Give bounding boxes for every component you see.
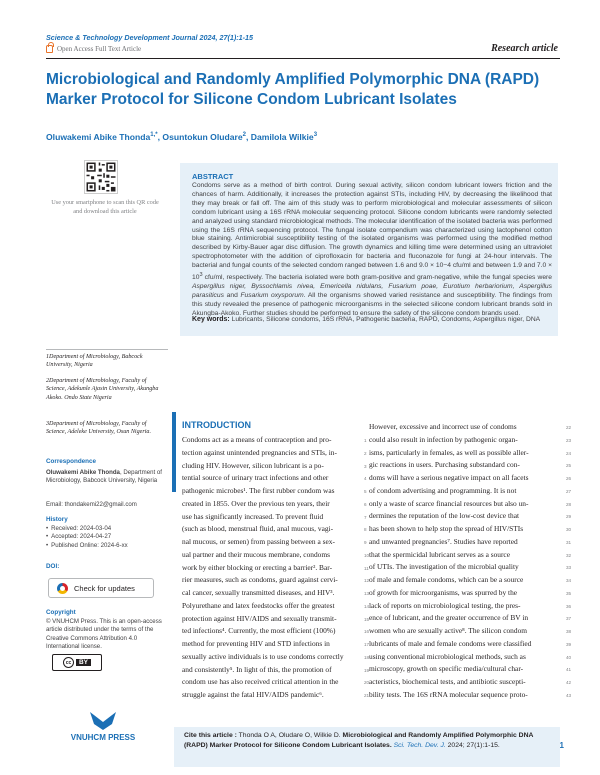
- keywords-label: Key words:: [192, 316, 230, 323]
- abstract-text-part: cfu/ml, respectively. The bacteria isolated were both gram-positive and gram-negative, while the fungal species were: [202, 274, 552, 282]
- line-number: 26: [566, 476, 572, 481]
- history-item: [46, 525, 166, 533]
- text-line: cluding HIV. However, silicon lubricant is a po-: [182, 460, 324, 470]
- text-line: cal cancer, sexually transmitted diseases, and HIV³.: [182, 588, 335, 597]
- line-number: 23: [566, 437, 572, 443]
- line-number: 7: [364, 514, 367, 520]
- affiliation: 3Department of Microbiology, Faculty of Science, Adeleke University, Osun Nigeria.: [46, 421, 151, 436]
- author-name: Oluwakemi Abike Thonda: [46, 132, 151, 142]
- line-number: 11: [364, 565, 369, 571]
- text-line: acteristics, biochemical tests, and antibiotic suscepti-: [369, 677, 526, 686]
- text-line: protection against HIV/AIDS and sexually transmit-: [182, 613, 337, 623]
- line-number: 25: [566, 463, 572, 469]
- abstract-exponent: 3: [199, 272, 203, 279]
- author-name: Osuntokun Oludare: [162, 132, 243, 142]
- text-line: of growth for microorganisms, was spurred by the: [369, 587, 518, 597]
- text-line: rier measures, such as condoms, guard against cervi-: [182, 575, 338, 585]
- text-line: isms, particularly in females, as well as possible aller-: [369, 447, 529, 457]
- line-number: 13: [364, 591, 370, 596]
- keywords: [192, 316, 552, 325]
- open-access-label: [46, 45, 141, 53]
- text-line: method for preventing HIV and STD infections in: [182, 639, 330, 648]
- citation-year: 2024; 27(1):1-15.: [445, 741, 500, 749]
- author-affiliation-marker: 2: [242, 132, 246, 139]
- line-number: 29: [566, 514, 572, 520]
- line-number: 37: [566, 616, 572, 622]
- text-line: and consistently⁵. In light of this, the promotion of: [182, 664, 332, 674]
- affiliation: 1Department of Microbiology, Babcock University, Nigeria: [46, 354, 143, 369]
- text-line: pathogenic microbes¹. The first rubber condom was: [182, 486, 335, 495]
- text-line: (such as blood, menstrual fluid, anal mucous, vagi-: [182, 524, 334, 534]
- press-name: VNUHCM PRESS: [70, 733, 136, 742]
- citation-title: Microbiological and Randomly Amplified Polymorphic DNA (RAPD) Marker Protocol for Silicone Condom Lubricant Isolates.: [184, 732, 534, 749]
- open-access-text: Open Access Full Text Article: [57, 45, 142, 53]
- line-number: 6: [364, 501, 367, 507]
- intro-column-left: [182, 434, 362, 702]
- abstract-text-part: and: [223, 292, 241, 300]
- line-number: 9: [364, 540, 367, 545]
- history-date: Accepted: 2024-04-27: [51, 533, 112, 541]
- line-number: 22: [566, 425, 572, 430]
- text-line: gic reactions in users. Purchasing substandard con-: [369, 460, 520, 470]
- line-number: 17: [364, 642, 370, 647]
- correspondence-detail: , Department of Microbiology, Babcock University, Nigeria: [46, 469, 162, 485]
- abstract-species: Aspergillus niger, Byssochlamis nivea, Emericella nidulans, Fusarium poae, Eurotium herbariorium, Aspergillus parasiticus: [192, 283, 552, 300]
- line-number: 28: [566, 501, 572, 507]
- line-number: 3: [364, 463, 367, 469]
- text-line: microscopy, growth on specific media/cultural char-: [369, 664, 524, 674]
- line-number: 43: [566, 692, 572, 698]
- line-number: 21: [364, 693, 370, 698]
- text-line: doms will have a serious negative impact on all facets: [369, 473, 529, 482]
- text-line: created in 1855. Over the previous ten years, their: [182, 498, 330, 508]
- line-number: 20: [364, 680, 370, 686]
- text-line: However, excessive and incorrect use of condoms: [369, 422, 517, 431]
- text-line: use has significantly increased. To prevent fluid: [182, 511, 324, 521]
- header-divider: [46, 58, 560, 59]
- line-number: 34: [566, 578, 572, 583]
- author-list: Oluwakemi Abike Thonda$^{1,*}$, Osuntokun Oludare$^2$, Damilola Wilkie$^3$: [46, 132, 318, 142]
- abstract-text-part: Condoms serve as a method of birth control. During sexual activity, silicon condom lubricant lowers friction and the chances of harm. Additionally, it increases the protection against STIs, including HIV, by decreasing the likelihood that they may break or fall off. The aim of this study was to perform microbiological and molecular assessments of silicon condom lubricant using a 16S rRNA molecular sequencing protocol. Silicone condom lubricants were randomly selected and analyzed using standard microbiological methods. The molecular identification of the isolated bacteria was performed using the 16S rRNA sequencing protocol. The fungal isolate compendium was characterized using lactophenol cotton blue staining. Antimicrobial susceptibility testing of the isolated organisms was performed using the modified method described by Kirby-Bauer agar disc diffusion. The growth dynamics and killing time were determined using an ultraviolet spectrophotometer with the addition of ciprofloxacin for bacteria and fluconazole for fungi at 24-hour intervals. The bacterial and fungal counts of the selected condom ranged between 1.6 and 9.0 × 10−4 cfu/ml and between 1.9 and 7.0 × 10: [192, 182, 552, 282]
- line-number: 2: [364, 450, 367, 456]
- cc-by-icon: BY: [76, 659, 91, 666]
- text-line: dermines the reputation of the low-cost device that: [369, 511, 520, 521]
- text-line: bility tests. The 16S rRNA molecular sequence proto-: [369, 689, 528, 699]
- bullet-icon: •: [46, 533, 49, 541]
- text-line: sexually active individuals is to use condoms correctly: [182, 651, 344, 661]
- line-number: 42: [566, 680, 572, 685]
- correspondence-text: [46, 469, 166, 486]
- line-number: 15: [364, 616, 370, 622]
- journal-header: Science & Technology Development Journal 2024, 27(1):1-15: [46, 33, 254, 42]
- line-number: 35: [566, 590, 572, 596]
- line-number: 8: [364, 527, 367, 533]
- text-line: that the spermicidal lubricant serves as a source: [369, 549, 510, 559]
- text-line: condom use has also received critical attention in the: [182, 677, 339, 687]
- correspondence-name: Oluwakemi Abike Thonda: [46, 469, 120, 476]
- author-affiliation-marker: 1,*: [150, 132, 158, 139]
- line-number: 33: [566, 565, 572, 571]
- intro-column-right: [369, 421, 559, 702]
- citation-text: [184, 731, 556, 750]
- text-line: lack of reports on microbiological testing, the pres-: [369, 600, 521, 610]
- line-number: 10: [364, 552, 370, 558]
- line-number: 12: [364, 578, 370, 584]
- abstract-species: Fusarium oxysporum: [240, 292, 304, 300]
- doi-label: DOI:: [46, 563, 60, 570]
- copyright-text: © VNUHCM Press. This is an open-access article distributed under the terms of the Creative Commons Attribution 4.0 International license.: [46, 618, 162, 650]
- qr-code-icon[interactable]: [84, 160, 118, 194]
- qr-code-note: Use your smartphone to scan this QR code and download this article: [51, 199, 159, 215]
- line-number: 1: [364, 438, 367, 443]
- bullet-icon: •: [46, 525, 49, 532]
- bullet-icon: •: [46, 541, 49, 549]
- author-name: Damilola Wilkie: [250, 132, 314, 142]
- sidebar-divider: [46, 349, 168, 350]
- text-line: work by either blocking or erecting a barrier². Bar-: [182, 562, 333, 572]
- line-number: 19: [364, 667, 370, 673]
- history-item: [46, 542, 166, 550]
- text-line: of UTIs. The investigation of the microbial quality: [369, 562, 519, 572]
- abstract-body: [192, 182, 552, 319]
- copyright-heading: Copyright: [46, 609, 76, 616]
- author-affiliation-marker: 3: [313, 132, 318, 139]
- text-line: ence of lubricant, and the greater occurrence of BV in: [369, 613, 529, 623]
- line-number: 18: [364, 654, 370, 660]
- check-for-updates-button[interactable]: [48, 578, 154, 598]
- creative-commons-icon[interactable]: [52, 654, 102, 671]
- abstract-heading: ABSTRACT: [192, 172, 234, 181]
- line-number: 16: [364, 629, 370, 635]
- line-number: 5: [364, 489, 367, 494]
- line-number: 24: [566, 450, 572, 456]
- check-for-updates-label: Check for updates: [74, 583, 135, 593]
- text-line: of male and female condoms, which can be a source: [369, 575, 524, 584]
- cc-circle-icon: cc: [63, 657, 74, 668]
- text-line: and unwanted pregnancies⁷. Studies have reported: [369, 536, 518, 546]
- article-type: Research article: [491, 43, 558, 54]
- open-access-lock-icon: [46, 45, 53, 53]
- keywords-text: Lubricants, Silicone condoms, 16S rRNA, Pathogenic bacteria, RAPD, Condoms, Aspergillus niger, DNA: [231, 316, 541, 323]
- line-number: 30: [566, 527, 572, 532]
- text-line: struggle against the fatal HIV/AIDS pandemic⁶.: [182, 690, 324, 699]
- text-line: using conventional microbiological methods, such as: [369, 651, 526, 661]
- history-heading: History: [46, 516, 68, 523]
- paper-title: Microbiological and Randomly Amplified Polymorphic DNA (RAPD) Marker Protocol for Silicone Condom Lubricant Isolates: [46, 71, 540, 108]
- introduction-heading: INTRODUCTION: [182, 420, 251, 430]
- history-date: Received: 2024-03-04: [51, 525, 112, 532]
- line-number: 38: [566, 629, 572, 634]
- text-line: ual partner and their mucous membrane, condoms: [182, 549, 330, 559]
- line-number: 14: [364, 603, 370, 609]
- page-number: 1: [559, 741, 564, 750]
- affiliation: 2Department of Microbiology, Faculty of Science, Adekunle Ajasin University, Akungba Akoko. Ondo State Nigeria: [46, 378, 159, 401]
- line-number: 4: [364, 476, 367, 482]
- crossmark-icon: [57, 583, 68, 594]
- correspondence-email[interactable]: Email: thondakemi22@gmail.com: [46, 501, 137, 508]
- line-number: 36: [566, 603, 572, 609]
- text-line: tection against unintended pregnancies and STIs, in-: [182, 447, 337, 457]
- line-number: 31: [566, 539, 572, 545]
- vnuhcm-press-logo: [58, 708, 148, 744]
- text-line: women who are sexually active⁸. The silicon condom: [369, 626, 528, 635]
- text-line: tential source of urinary tract infections and other: [182, 473, 329, 483]
- line-number: 27: [566, 488, 572, 494]
- text-line: lubricants of male and female condoms were classified: [369, 638, 532, 648]
- text-line: Condoms act as a means of contraception and pro-: [182, 435, 332, 444]
- text-line: only a waste of scarce financial resources but also un-: [369, 498, 529, 508]
- text-line: has been shown to help stop the spread of HIV/STIs: [369, 524, 524, 533]
- citation-authors: Thonda O A, Oludare O, Wilkie D.: [236, 732, 343, 739]
- abstract-text-part: . All the organisms showed varied resistance and susceptibility. The findings from this study revealed the presence of pathogenic microorganisms in the selected silicone condom lubricant brands sold in Akungba-Akoko. Further studies should be performed to ensure the safety of the silicone condom brands used.: [192, 292, 552, 317]
- intro-accent-bar: [172, 412, 176, 492]
- history-date: Published Online: 2024-6-xx: [51, 541, 128, 549]
- correspondence-heading: Correspondence: [46, 458, 97, 465]
- text-line: ted infections⁴. Currently, the most efficient (100%): [182, 626, 336, 636]
- citation-label: Cite this article :: [184, 732, 237, 739]
- line-number: 41: [566, 667, 572, 673]
- citation-journal: Sci. Tech. Dev. J.: [391, 741, 446, 749]
- history-list: [46, 525, 166, 550]
- line-number: 39: [566, 641, 572, 647]
- text-line: of condom advertising and programming. It is not: [369, 485, 517, 495]
- history-item: [46, 533, 166, 541]
- text-line: nal mucous, or semen) from passing between a sex-: [182, 537, 335, 546]
- text-line: Polyurethane and latex feedstocks offer the greatest: [182, 600, 335, 610]
- line-number: 40: [566, 654, 572, 660]
- line-number: 32: [566, 552, 572, 558]
- text-line: could also result in infection by pathogenic organ-: [369, 434, 518, 444]
